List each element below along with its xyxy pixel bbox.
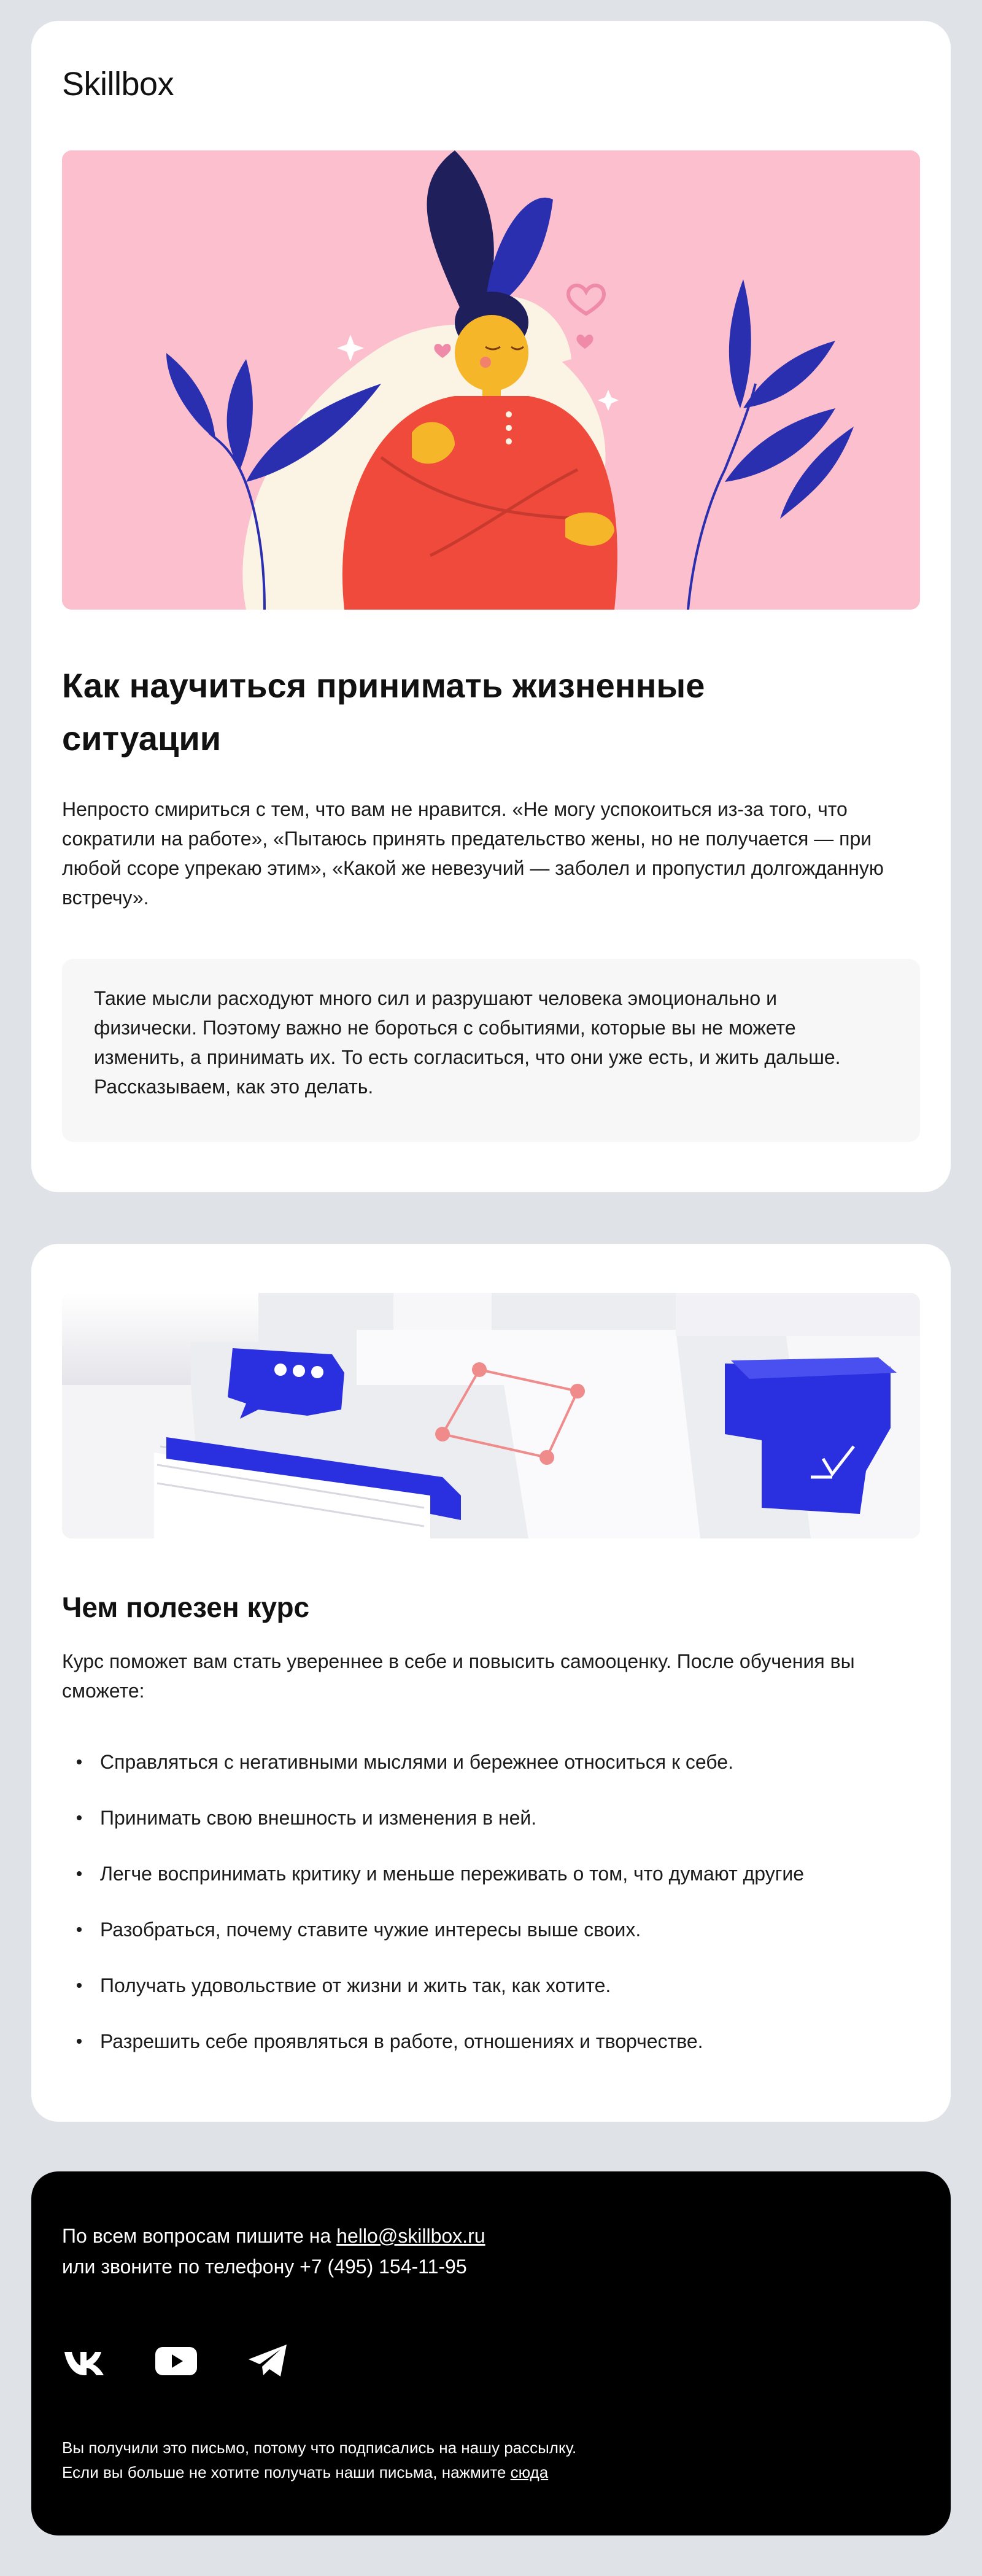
youtube-icon[interactable]	[154, 2341, 198, 2380]
course-illustration	[62, 1293, 920, 1538]
benefit-text: Разрешить себе проявляться в работе, отношениях и творчестве.	[100, 2030, 703, 2052]
quote-text: Такие мысли расходуют много сил и разрушают человека эмоционально и физически. Поэтому важно не бороться с событиями, которые вы не можете изменить, а принимать их. То есть согласиться, что они уже есть, и жить дальше. Рассказываем, как это делать.	[94, 987, 841, 1098]
benefit-text: Принимать свою внешность и изменения в ней.	[100, 1807, 537, 1829]
quote-block	[62, 959, 920, 1142]
bullet-icon	[77, 1927, 82, 1932]
benefit-text: Легче воспринимать критику и меньше переживать о том, что думают другие	[100, 1863, 805, 1885]
footer	[31, 2171, 951, 2535]
telegram-icon[interactable]	[246, 2341, 290, 2380]
unsubscribe-link[interactable]: сюда	[510, 2463, 549, 2481]
course-heading: Чем полезен курс	[62, 1591, 310, 1623]
hero-illustration	[62, 150, 920, 610]
bullet-icon	[77, 1983, 82, 1988]
list-item	[62, 1915, 915, 1971]
benefit-text: Разобраться, почему ставите чужие интересы выше своих.	[100, 1918, 641, 1941]
bullet-icon	[77, 1871, 82, 1876]
legal-line-2: Если вы больше не хотите получать наши письма, нажмите	[62, 2463, 511, 2481]
phone-line: или звоните по телефону +7 (495) 154-11-95	[62, 2256, 467, 2278]
benefit-text: Получать удовольствие от жизни и жить так, как хотите.	[100, 1974, 611, 1996]
bullet-icon	[77, 1815, 82, 1820]
skillbox-logo[interactable]: Skillbox	[62, 66, 174, 103]
legal-notice	[62, 2435, 576, 2485]
benefit-text: Справляться с негативными мыслями и бережнее относиться к себе.	[100, 1751, 733, 1773]
bullet-icon	[77, 1759, 82, 1764]
contact-info	[62, 2221, 485, 2282]
email-link[interactable]: hello@skillbox.ru	[336, 2225, 485, 2247]
list-item	[62, 2027, 915, 2082]
vk-icon[interactable]	[62, 2341, 106, 2380]
list-item	[62, 1747, 915, 1803]
article-title: Как научиться принимать жизненные ситуации	[62, 666, 705, 758]
list-item	[62, 1971, 915, 2027]
benefits-list	[62, 1747, 915, 2082]
bullet-icon	[77, 2039, 82, 2044]
course-lead: Курс поможет вам стать увереннее в себе и повысить самооценку. После обучения вы сможете:	[62, 1650, 855, 1702]
list-item	[62, 1803, 915, 1859]
course-card	[31, 1244, 951, 2122]
legal-line-1: Вы получили это письмо, потому что подписались на нашу рассылку.	[62, 2438, 577, 2457]
list-item	[62, 1859, 915, 1915]
article-intro: Непросто смириться с тем, что вам не нравится. «Не могу успокоиться из-за того, что сократили на работе», «Пытаюсь принять предательство жены, но не получается — при любой ссоре упрекаю этим», «Какой же невезучий — заболел и пропустил долгожданную встречу».	[62, 798, 884, 909]
article-card	[31, 21, 951, 1192]
contact-prefix: По всем вопросам пишите на	[62, 2225, 337, 2247]
